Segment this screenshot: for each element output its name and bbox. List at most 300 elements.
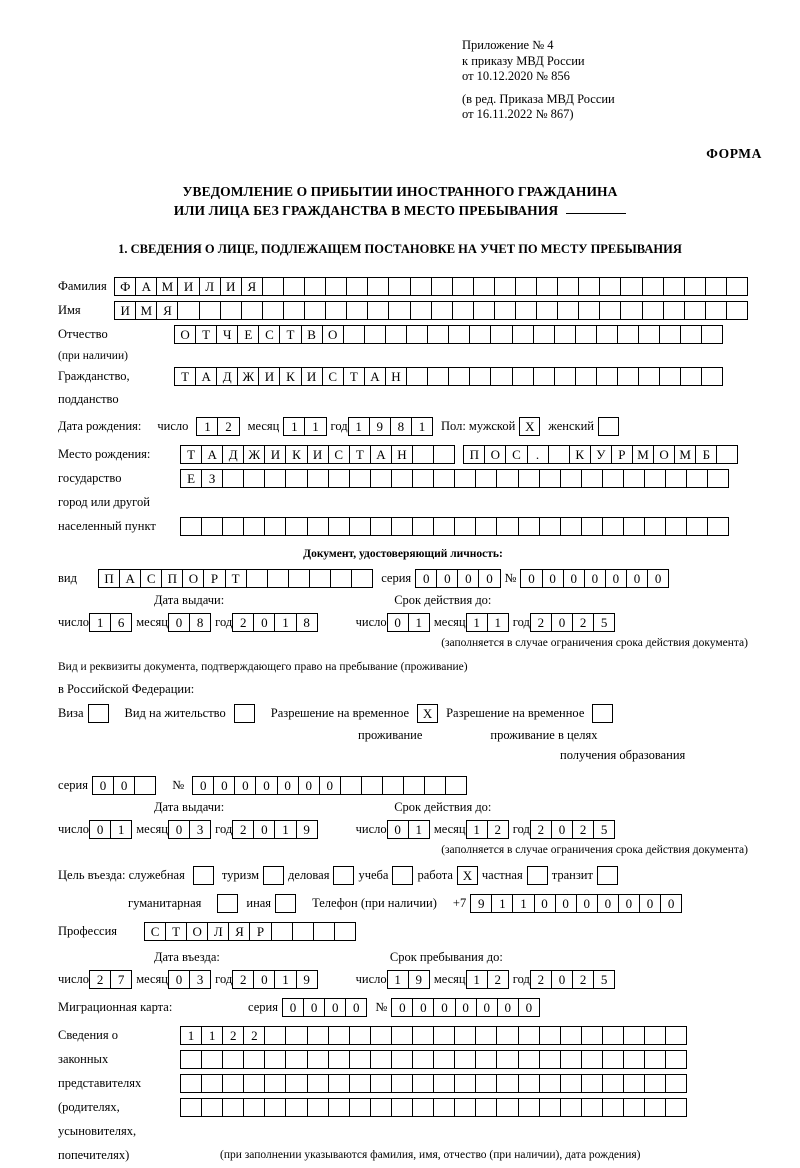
char-cell[interactable] (548, 445, 570, 464)
char-cell[interactable]: В (301, 325, 323, 344)
char-cell[interactable] (391, 517, 413, 536)
char-cell[interactable] (370, 469, 392, 488)
char-cell[interactable] (496, 1074, 518, 1093)
char-cell[interactable]: П (463, 445, 485, 464)
char-cell[interactable]: 9 (470, 894, 492, 913)
char-cell[interactable] (684, 301, 706, 320)
char-cell[interactable] (620, 301, 642, 320)
char-cell[interactable] (346, 277, 368, 296)
char-cell[interactable] (391, 1050, 413, 1069)
char-cell[interactable] (665, 1050, 687, 1069)
char-cell[interactable] (349, 1074, 371, 1093)
char-cell[interactable]: Я (156, 301, 178, 320)
char-cell[interactable] (533, 367, 555, 386)
char-cell[interactable] (222, 1098, 244, 1117)
char-cell[interactable] (707, 517, 729, 536)
char-cell[interactable] (406, 325, 428, 344)
char-cell[interactable] (262, 301, 284, 320)
char-cell[interactable] (391, 1026, 413, 1045)
char-cell[interactable] (518, 517, 540, 536)
char-cell[interactable] (448, 367, 470, 386)
char-cell[interactable]: 0 (597, 894, 619, 913)
char-cell[interactable]: 1 (201, 1026, 223, 1045)
char-cell[interactable]: 0 (192, 776, 214, 795)
char-cell[interactable] (412, 445, 434, 464)
char-cell[interactable] (412, 469, 434, 488)
char-cell[interactable] (539, 1074, 561, 1093)
char-cell[interactable] (246, 569, 268, 588)
char-cell[interactable] (518, 1098, 540, 1117)
char-cell[interactable] (330, 569, 352, 588)
char-cell[interactable] (283, 301, 305, 320)
char-cell[interactable]: С (328, 445, 350, 464)
char-cell[interactable] (243, 469, 265, 488)
char-cell[interactable] (560, 1074, 582, 1093)
char-cell[interactable] (716, 445, 738, 464)
char-cell[interactable] (222, 1074, 244, 1093)
input-permit-issue-year[interactable] (232, 820, 317, 839)
char-cell[interactable]: 0 (436, 569, 458, 588)
char-cell[interactable]: О (484, 445, 506, 464)
char-cell[interactable]: 0 (324, 998, 346, 1017)
char-cell[interactable]: 2 (232, 613, 254, 632)
char-cell[interactable]: 1 (304, 417, 326, 436)
char-cell[interactable]: 0 (518, 998, 540, 1017)
char-cell[interactable] (602, 1098, 624, 1117)
checkbox-visa[interactable] (88, 704, 109, 723)
char-cell[interactable]: 1 (411, 417, 433, 436)
char-cell[interactable] (560, 517, 582, 536)
char-cell[interactable] (578, 277, 600, 296)
checkbox-purpose-private[interactable] (527, 866, 548, 885)
char-cell[interactable]: 0 (253, 820, 275, 839)
checkbox-residence[interactable] (234, 704, 255, 723)
char-cell[interactable]: 0 (282, 998, 304, 1017)
char-cell[interactable] (264, 1026, 286, 1045)
char-cell[interactable] (222, 469, 244, 488)
char-cell[interactable] (473, 277, 495, 296)
char-cell[interactable] (283, 277, 305, 296)
char-cell[interactable] (515, 301, 537, 320)
char-cell[interactable] (391, 1098, 413, 1117)
char-cell[interactable]: 0 (234, 776, 256, 795)
input-permit-valid-year[interactable] (530, 820, 615, 839)
char-cell[interactable] (475, 1026, 497, 1045)
input-birth-city-line3[interactable] (180, 517, 729, 536)
char-cell[interactable]: С (505, 445, 527, 464)
char-cell[interactable] (490, 367, 512, 386)
char-cell[interactable] (454, 517, 476, 536)
char-cell[interactable]: 0 (618, 894, 640, 913)
input-doc-issue-month[interactable] (168, 613, 211, 632)
checkbox-purpose-transit[interactable] (597, 866, 618, 885)
input-migration-number[interactable] (391, 998, 540, 1017)
char-cell[interactable] (264, 1050, 286, 1069)
char-cell[interactable]: 0 (391, 998, 413, 1017)
char-cell[interactable]: . (527, 445, 549, 464)
char-cell[interactable]: Е (237, 325, 259, 344)
char-cell[interactable] (642, 277, 664, 296)
char-cell[interactable]: 0 (551, 820, 573, 839)
char-cell[interactable]: 0 (168, 820, 190, 839)
char-cell[interactable]: Н (385, 367, 407, 386)
char-cell[interactable] (452, 277, 474, 296)
char-cell[interactable] (680, 367, 702, 386)
char-cell[interactable]: 2 (572, 970, 594, 989)
char-cell[interactable] (403, 776, 425, 795)
char-cell[interactable]: 0 (92, 776, 114, 795)
char-cell[interactable]: 2 (243, 1026, 265, 1045)
char-cell[interactable] (557, 301, 579, 320)
input-birth-day[interactable] (196, 417, 239, 436)
char-cell[interactable]: 1 (274, 613, 296, 632)
char-cell[interactable] (454, 1026, 476, 1045)
char-cell[interactable]: О (322, 325, 344, 344)
char-cell[interactable] (285, 1098, 307, 1117)
char-cell[interactable]: 2 (530, 820, 552, 839)
char-cell[interactable] (554, 325, 576, 344)
input-phone[interactable] (470, 894, 682, 913)
char-cell[interactable] (512, 367, 534, 386)
char-cell[interactable] (496, 1098, 518, 1117)
char-cell[interactable]: Т (343, 367, 365, 386)
char-cell[interactable]: 0 (584, 569, 606, 588)
char-cell[interactable]: О (182, 569, 204, 588)
char-cell[interactable]: 9 (296, 820, 318, 839)
char-cell[interactable] (334, 922, 356, 941)
char-cell[interactable]: Ж (237, 367, 259, 386)
char-cell[interactable] (445, 776, 467, 795)
char-cell[interactable] (518, 1074, 540, 1093)
char-cell[interactable]: И (177, 277, 199, 296)
char-cell[interactable]: П (98, 569, 120, 588)
char-cell[interactable] (328, 517, 350, 536)
char-cell[interactable] (575, 367, 597, 386)
char-cell[interactable] (665, 469, 687, 488)
char-cell[interactable] (412, 517, 434, 536)
char-cell[interactable]: 0 (387, 820, 409, 839)
char-cell[interactable]: 0 (576, 894, 598, 913)
char-cell[interactable]: М (674, 445, 696, 464)
char-cell[interactable]: 0 (113, 776, 135, 795)
char-cell[interactable]: С (144, 922, 166, 941)
input-birth-state[interactable] (180, 445, 455, 464)
char-cell[interactable]: 0 (476, 998, 498, 1017)
char-cell[interactable] (496, 1050, 518, 1069)
char-cell[interactable] (659, 367, 681, 386)
char-cell[interactable]: 5 (593, 820, 615, 839)
checkbox-purpose-business[interactable] (333, 866, 354, 885)
char-cell[interactable] (201, 1050, 223, 1069)
char-cell[interactable] (536, 277, 558, 296)
char-cell[interactable] (433, 1026, 455, 1045)
char-cell[interactable]: Б (695, 445, 717, 464)
char-cell[interactable] (288, 569, 310, 588)
char-cell[interactable] (617, 367, 639, 386)
char-cell[interactable]: И (307, 445, 329, 464)
char-cell[interactable]: 1 (180, 1026, 202, 1045)
char-cell[interactable]: 0 (433, 998, 455, 1017)
char-cell[interactable]: 0 (534, 894, 556, 913)
char-cell[interactable] (201, 1074, 223, 1093)
char-cell[interactable] (285, 469, 307, 488)
char-cell[interactable] (307, 517, 329, 536)
checkbox-purpose-study[interactable] (392, 866, 413, 885)
input-permit-valid-day[interactable] (387, 820, 430, 839)
char-cell[interactable] (285, 517, 307, 536)
char-cell[interactable]: 0 (253, 970, 275, 989)
char-cell[interactable]: С (258, 325, 280, 344)
char-cell[interactable] (180, 517, 202, 536)
char-cell[interactable]: 3 (189, 970, 211, 989)
char-cell[interactable]: 1 (387, 970, 409, 989)
char-cell[interactable] (533, 325, 555, 344)
char-cell[interactable]: 0 (168, 613, 190, 632)
char-cell[interactable] (267, 569, 289, 588)
char-cell[interactable] (304, 301, 326, 320)
char-cell[interactable] (328, 1098, 350, 1117)
char-cell[interactable] (328, 469, 350, 488)
char-cell[interactable] (575, 325, 597, 344)
char-cell[interactable]: 0 (647, 569, 669, 588)
checkbox-female[interactable] (598, 417, 619, 436)
input-doc-kind[interactable] (98, 569, 373, 588)
char-cell[interactable] (454, 1074, 476, 1093)
char-cell[interactable] (222, 517, 244, 536)
char-cell[interactable] (382, 776, 404, 795)
char-cell[interactable] (388, 277, 410, 296)
char-cell[interactable] (623, 1050, 645, 1069)
input-doc-number[interactable] (520, 569, 669, 588)
char-cell[interactable]: 2 (572, 820, 594, 839)
char-cell[interactable] (475, 1074, 497, 1093)
char-cell[interactable] (665, 1098, 687, 1117)
char-cell[interactable] (623, 469, 645, 488)
char-cell[interactable] (475, 1050, 497, 1069)
char-cell[interactable] (222, 1050, 244, 1069)
char-cell[interactable] (686, 469, 708, 488)
char-cell[interactable] (262, 277, 284, 296)
char-cell[interactable] (578, 301, 600, 320)
char-cell[interactable]: 5 (593, 613, 615, 632)
char-cell[interactable] (665, 517, 687, 536)
char-cell[interactable] (431, 277, 453, 296)
char-cell[interactable] (644, 1026, 666, 1045)
char-cell[interactable] (309, 569, 331, 588)
char-cell[interactable] (602, 1050, 624, 1069)
checkbox-edu-residence[interactable] (592, 704, 613, 723)
char-cell[interactable] (496, 1026, 518, 1045)
char-cell[interactable]: 0 (345, 998, 367, 1017)
char-cell[interactable] (494, 277, 516, 296)
char-cell[interactable]: 1 (89, 613, 111, 632)
char-cell[interactable] (201, 517, 223, 536)
char-cell[interactable] (307, 1050, 329, 1069)
input-birth-city-line2[interactable] (180, 469, 729, 488)
char-cell[interactable]: А (135, 277, 157, 296)
char-cell[interactable]: 0 (298, 776, 320, 795)
input-birth-year[interactable] (348, 417, 433, 436)
char-cell[interactable] (726, 301, 748, 320)
char-cell[interactable] (243, 517, 265, 536)
char-cell[interactable]: Т (279, 325, 301, 344)
char-cell[interactable] (391, 469, 413, 488)
char-cell[interactable] (644, 1074, 666, 1093)
char-cell[interactable]: И (301, 367, 323, 386)
input-stay-day[interactable] (387, 970, 430, 989)
char-cell[interactable]: 1 (348, 417, 370, 436)
input-permit-series[interactable] (92, 776, 156, 795)
char-cell[interactable]: 8 (390, 417, 412, 436)
char-cell[interactable] (264, 1074, 286, 1093)
char-cell[interactable] (644, 517, 666, 536)
char-cell[interactable] (328, 1050, 350, 1069)
char-cell[interactable] (433, 469, 455, 488)
char-cell[interactable] (349, 517, 371, 536)
char-cell[interactable]: А (364, 367, 386, 386)
char-cell[interactable]: 1 (487, 613, 509, 632)
checkbox-purpose-humanitarian[interactable] (217, 894, 238, 913)
char-cell[interactable] (431, 301, 453, 320)
char-cell[interactable]: 0 (551, 613, 573, 632)
char-cell[interactable]: 2 (487, 820, 509, 839)
checkbox-temp-residence[interactable]: Х (417, 704, 438, 723)
char-cell[interactable]: А (370, 445, 392, 464)
char-cell[interactable] (410, 277, 432, 296)
char-cell[interactable] (686, 517, 708, 536)
char-cell[interactable]: 2 (572, 613, 594, 632)
char-cell[interactable] (180, 1050, 202, 1069)
char-cell[interactable] (454, 469, 476, 488)
char-cell[interactable] (726, 277, 748, 296)
char-cell[interactable]: 5 (593, 970, 615, 989)
char-cell[interactable]: Л (199, 277, 221, 296)
char-cell[interactable]: 2 (89, 970, 111, 989)
input-entry-day[interactable] (89, 970, 132, 989)
char-cell[interactable]: 0 (277, 776, 299, 795)
char-cell[interactable]: 1 (466, 970, 488, 989)
char-cell[interactable]: 2 (217, 417, 239, 436)
char-cell[interactable] (285, 1074, 307, 1093)
char-cell[interactable] (705, 301, 727, 320)
char-cell[interactable]: 0 (639, 894, 661, 913)
input-migration-series[interactable] (282, 998, 367, 1017)
char-cell[interactable] (264, 469, 286, 488)
char-cell[interactable]: О (186, 922, 208, 941)
char-cell[interactable]: Н (391, 445, 413, 464)
input-birth-city-line1[interactable] (463, 445, 738, 464)
char-cell[interactable] (663, 277, 685, 296)
char-cell[interactable]: 0 (303, 998, 325, 1017)
char-cell[interactable] (581, 469, 603, 488)
char-cell[interactable]: Т (180, 445, 202, 464)
char-cell[interactable]: 8 (189, 613, 211, 632)
char-cell[interactable] (448, 325, 470, 344)
char-cell[interactable] (596, 367, 618, 386)
char-cell[interactable]: З (201, 469, 223, 488)
char-cell[interactable]: М (135, 301, 157, 320)
char-cell[interactable]: 9 (369, 417, 391, 436)
char-cell[interactable] (243, 1050, 265, 1069)
char-cell[interactable] (412, 1074, 434, 1093)
char-cell[interactable] (496, 517, 518, 536)
char-cell[interactable] (201, 1098, 223, 1117)
char-cell[interactable] (433, 1050, 455, 1069)
char-cell[interactable]: 1 (466, 820, 488, 839)
input-permit-valid-month[interactable] (466, 820, 509, 839)
char-cell[interactable]: 0 (551, 970, 573, 989)
char-cell[interactable] (180, 1074, 202, 1093)
char-cell[interactable] (454, 1050, 476, 1069)
char-cell[interactable]: 0 (497, 998, 519, 1017)
char-cell[interactable]: 0 (255, 776, 277, 795)
char-cell[interactable]: 1 (408, 613, 430, 632)
char-cell[interactable] (638, 367, 660, 386)
char-cell[interactable] (602, 1074, 624, 1093)
char-cell[interactable]: О (174, 325, 196, 344)
char-cell[interactable] (271, 922, 293, 941)
char-cell[interactable]: Р (611, 445, 633, 464)
char-cell[interactable] (665, 1026, 687, 1045)
char-cell[interactable] (560, 1026, 582, 1045)
char-cell[interactable] (349, 1026, 371, 1045)
char-cell[interactable] (536, 301, 558, 320)
char-cell[interactable] (475, 1098, 497, 1117)
input-name[interactable] (114, 301, 748, 320)
checkbox-purpose-official[interactable] (193, 866, 214, 885)
char-cell[interactable]: 0 (555, 894, 577, 913)
char-cell[interactable]: 1 (466, 613, 488, 632)
char-cell[interactable] (644, 469, 666, 488)
input-legal-rep-line2[interactable] (180, 1050, 687, 1069)
char-cell[interactable] (473, 301, 495, 320)
input-entry-month[interactable] (168, 970, 211, 989)
char-cell[interactable]: 0 (660, 894, 682, 913)
char-cell[interactable] (243, 1098, 265, 1117)
char-cell[interactable] (433, 517, 455, 536)
char-cell[interactable] (518, 1050, 540, 1069)
char-cell[interactable] (412, 1098, 434, 1117)
char-cell[interactable] (705, 277, 727, 296)
char-cell[interactable] (518, 1026, 540, 1045)
char-cell[interactable] (707, 469, 729, 488)
char-cell[interactable] (680, 325, 702, 344)
char-cell[interactable]: 6 (110, 613, 132, 632)
char-cell[interactable]: 2 (530, 613, 552, 632)
char-cell[interactable] (663, 301, 685, 320)
char-cell[interactable]: 1 (283, 417, 305, 436)
char-cell[interactable]: 0 (319, 776, 341, 795)
char-cell[interactable]: С (140, 569, 162, 588)
char-cell[interactable]: К (279, 367, 301, 386)
char-cell[interactable] (623, 1026, 645, 1045)
char-cell[interactable] (560, 469, 582, 488)
char-cell[interactable] (424, 776, 446, 795)
char-cell[interactable] (617, 325, 639, 344)
char-cell[interactable] (475, 517, 497, 536)
char-cell[interactable]: 1 (110, 820, 132, 839)
char-cell[interactable] (349, 1050, 371, 1069)
char-cell[interactable] (264, 517, 286, 536)
char-cell[interactable] (581, 1074, 603, 1093)
input-surname[interactable] (114, 277, 748, 296)
char-cell[interactable] (406, 367, 428, 386)
char-cell[interactable] (515, 277, 537, 296)
char-cell[interactable] (220, 301, 242, 320)
char-cell[interactable] (241, 301, 263, 320)
char-cell[interactable] (385, 325, 407, 344)
char-cell[interactable] (581, 1098, 603, 1117)
